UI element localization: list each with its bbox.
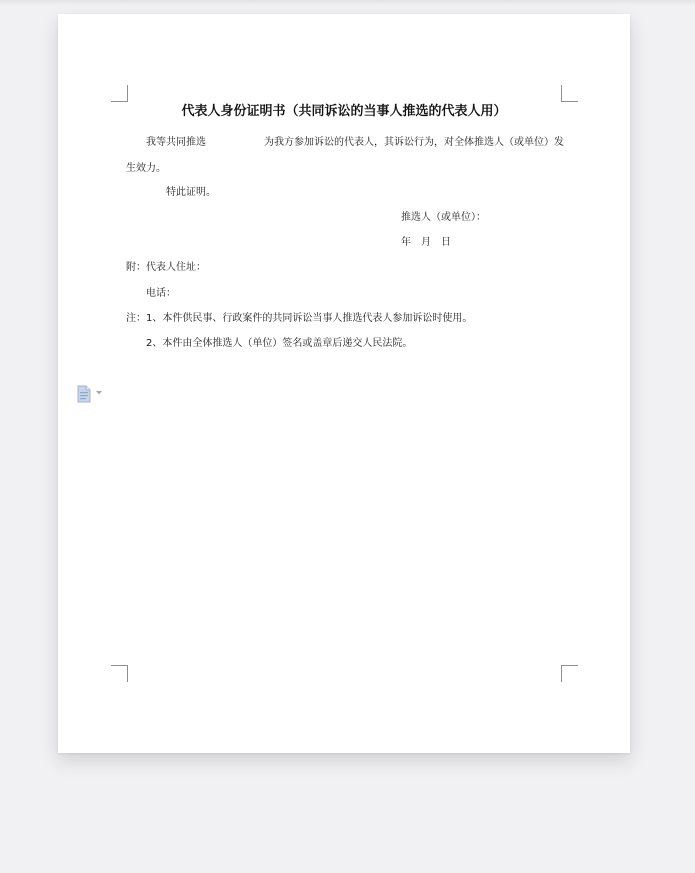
document-page[interactable] xyxy=(58,14,630,753)
paragraph-1-continuation: 生效力。 xyxy=(126,163,166,174)
paragraph-1-part2: 为我方参加诉讼的代表人，其诉讼行为，对全体推选人（或单位）发 xyxy=(264,137,564,148)
margin-mark-top-right xyxy=(561,85,578,102)
margin-mark-top-left xyxy=(111,85,128,102)
paragraph-1 xyxy=(146,136,564,150)
paragraph-1-part1: 我等共同推选 xyxy=(146,137,206,148)
note-2: 2、本件由全体推选人（单位）签名或盖章后递交人民法院。 xyxy=(146,338,413,349)
attachment-address: 附：代表人住址： xyxy=(126,262,206,273)
date-line: 年 月 日 xyxy=(401,237,451,248)
note-1: 注：1、本件供民事、行政案件的共同诉讼当事人推选代表人参加诉讼时使用。 xyxy=(126,313,473,324)
top-edge xyxy=(0,0,695,6)
chevron-down-icon xyxy=(96,391,102,395)
attachment-phone: 电话： xyxy=(146,288,176,299)
document-title: 代表人身份证明书（共同诉讼的当事人推选的代表人用） xyxy=(181,104,507,119)
certify-text: 特此证明。 xyxy=(166,187,216,198)
margin-mark-bottom-right xyxy=(561,665,578,682)
signer-label: 推选人（或单位）： xyxy=(401,212,486,223)
margin-mark-bottom-left xyxy=(111,665,128,682)
paste-options-button[interactable] xyxy=(76,385,104,403)
